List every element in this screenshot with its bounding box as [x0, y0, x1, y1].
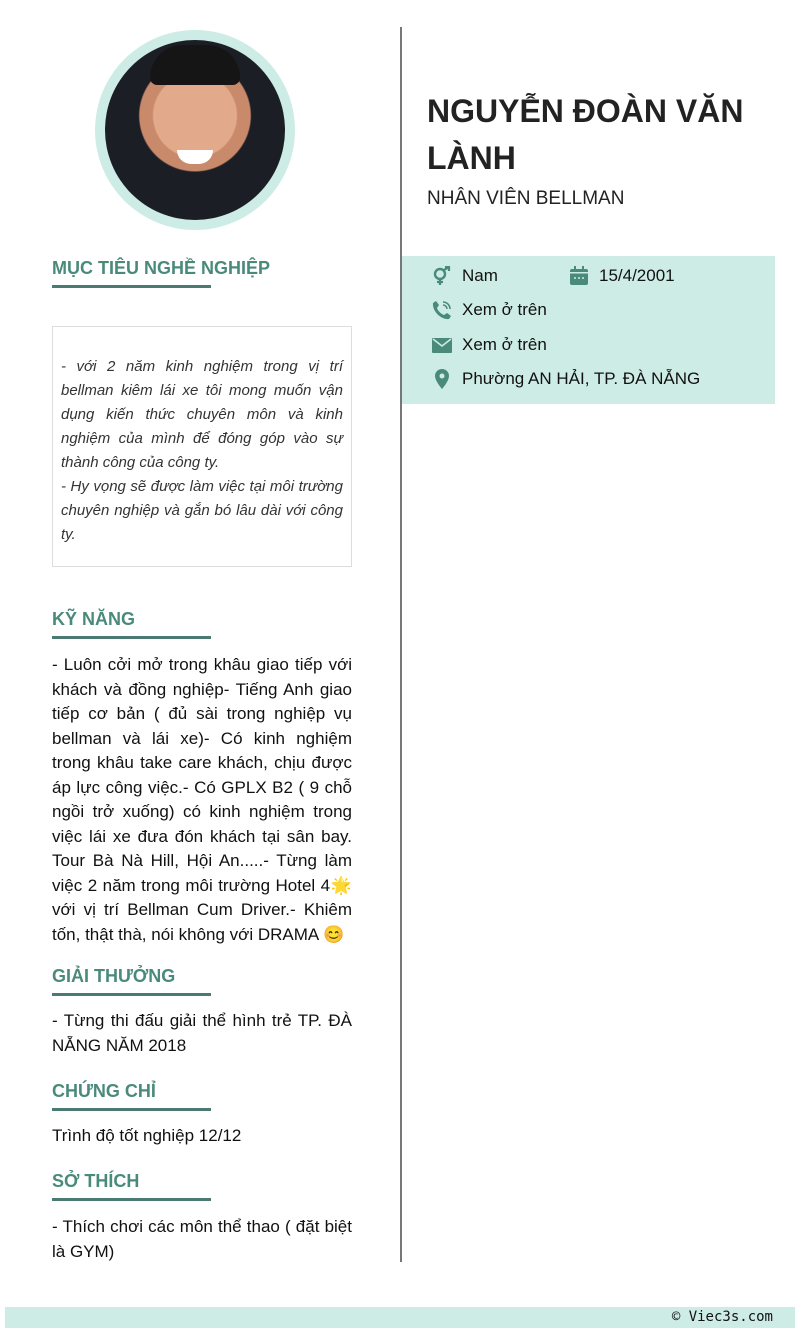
- map-pin-icon: [432, 369, 452, 389]
- envelope-icon: [432, 335, 452, 355]
- phone-row: [432, 300, 547, 320]
- gender-row: [432, 266, 498, 286]
- gender-icon: [432, 266, 452, 286]
- skills-heading: KỸ NĂNG: [52, 609, 212, 639]
- skills-text: - Luôn cởi mở trong khâu giao tiếp với khách và đồng nghiệp- Tiếng Anh giao tiếp cơ bản ( đủ sài trong nghiệp vụ bellman và lái xe)- Có kinh nghiệm trong khâu take care khách, chịu được áp lực công việc.- Có GPLX B2 ( 9 chỗ ngồi trở xuống) có kinh nghiệm trong việc lái xe đưa đón khách tại sân bay. Tour Bà Nà Hill, Hội An.....- Từng làm việc 2 năm trong môi trường Hotel 4🌟 với vị trí Bellman Cum Driver.- Khiêm tốn, thật thà, nói không với DRAMA 😊: [52, 655, 352, 944]
- phone-value: Xem ở trên: [462, 300, 547, 319]
- objective-text: - với 2 năm kinh nghiệm trong vị trí bellman kiêm lái xe tôi mong muốn vận dụng kiến thức chuyên môn và kinh nghiệm của mình để đóng góp vào sự thành công của công ty. - Hy vọng sẽ được làm việc tại môi trường chuyên nghiệp và gắn bó lâu dài với công ty.: [52, 326, 352, 567]
- awards-text: - Từng thi đấu giải thể hình trẻ TP. ĐÀ NẴNG NĂM 2018: [52, 1011, 352, 1055]
- candidate-name: NGUYỄN ĐOÀN VĂN LÀNH: [427, 93, 744, 176]
- birthday-value: 15/4/2001: [599, 266, 675, 285]
- hobbies-text: - Thích chơi các môn thể thao ( đặt biệt là GYM): [52, 1217, 352, 1261]
- email-row: [432, 335, 547, 355]
- profile-photo: [105, 40, 285, 220]
- address-row: [432, 369, 700, 389]
- certificates-heading: CHỨNG CHỈ: [52, 1081, 212, 1111]
- contact-info: [402, 256, 775, 404]
- avatar: [95, 30, 295, 230]
- job-title: NHÂN VIÊN BELLMAN: [427, 188, 625, 209]
- gender-value: Nam: [462, 266, 498, 285]
- birthday-row: [569, 266, 675, 286]
- calendar-icon: [569, 266, 589, 286]
- email-value: Xem ở trên: [462, 335, 547, 354]
- column-divider: [400, 27, 402, 1262]
- awards-heading: GIẢI THƯỞNG: [52, 966, 212, 996]
- phone-icon: [432, 300, 452, 320]
- certificates-text: Trình độ tốt nghiệp 12/12: [52, 1126, 242, 1145]
- objective-heading: MỤC TIÊU NGHỀ NGHIỆP: [52, 258, 212, 288]
- address-value: Phường AN HẢI, TP. ĐÀ NẴNG: [462, 369, 701, 388]
- hobbies-heading: SỞ THÍCH: [52, 1171, 212, 1201]
- footer-credit: © Viec3s.com: [5, 1307, 795, 1328]
